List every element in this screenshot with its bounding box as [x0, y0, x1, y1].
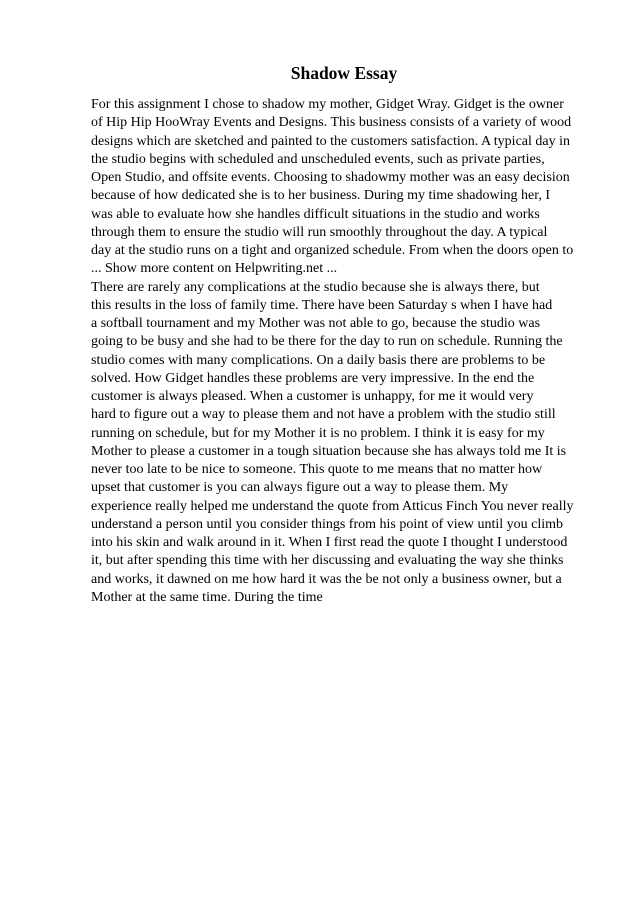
essay-line: running on schedule, but for my Mother it is no problem. I think it is easy for my	[91, 425, 545, 441]
essay-line: There are rarely any complications at the studio because she is always there, but	[91, 279, 540, 295]
essay-line: For this assignment I chose to shadow my mother, Gidget Wray. Gidget is the owner	[91, 97, 564, 112]
essay-line: of Hip Hip HooWray Events and Designs. This business consists of a variety of wood	[91, 115, 572, 131]
essay-line: designs which are sketched and painted to the customers satisfaction. A typical day in	[91, 133, 570, 149]
essay-line: studio comes with many complications. On a daily basis there are problems to be	[91, 352, 546, 368]
essay-line: this results in the loss of family time. There have been Saturday s when I have had	[91, 297, 553, 313]
essay-line: day at the studio runs on a tight and organized schedule. From when the doors open to	[91, 243, 574, 258]
essay-line: into his skin and walk around in it. When I first read the quote I thought I understood	[91, 535, 568, 550]
document-title: Shadow Essay	[290, 63, 398, 83]
essay-line: Open Studio, and offsite events. Choosing to shadowmy mother was an easy decision	[91, 170, 570, 185]
essay-line: because of how dedicated she is to her business. During my time shadowing her, I	[91, 188, 550, 204]
essay-line: Mother to please a customer in a tough situation because she has always told me It is	[91, 443, 567, 459]
essay-line: and works, it dawned on me how hard it was the be not only a business owner, but a	[91, 571, 562, 587]
essay-line: the studio begins with scheduled and unscheduled events, such as private parties,	[91, 151, 545, 167]
essay-line: customer is always pleased. When a customer is unhappy, for me it would very	[91, 389, 534, 404]
essay-line: understand a person until you consider things from his point of view until you climb	[91, 516, 564, 532]
essay-line: experience really helped me understand the quote from Atticus Finch You never really	[91, 498, 574, 514]
essay-body	[91, 96, 611, 607]
essay-line: through them to ensure the studio will run smoothly throughout the day. A typical	[91, 224, 548, 240]
essay-line: going to be busy and she had to be there for the day to run on schedule. Running the	[91, 334, 563, 350]
essay-line: it, but after spending this time with her discussing and evaluating the way she thinks	[91, 553, 564, 569]
show-more-link[interactable]: ... Show more content on Helpwriting.net ...	[91, 261, 338, 277]
essay-line: hard to figure out a way to please them and not have a problem with the studio still	[91, 407, 556, 423]
essay-line: a softball tournament and my Mother was not able to go, because the studio was	[91, 316, 541, 331]
essay-line: was able to evaluate how she handles difficult situations in the studio and works	[91, 206, 540, 222]
essay-line: solved. How Gidget handles these problems are very impressive. In the end the	[91, 370, 535, 386]
essay-line: never too late to be nice to someone. This quote to me means that no matter how	[91, 462, 543, 477]
essay-line: upset that customer is you can always figure out a way to please them. My	[91, 480, 509, 496]
essay-line: Mother at the same time. During the time	[91, 589, 323, 605]
